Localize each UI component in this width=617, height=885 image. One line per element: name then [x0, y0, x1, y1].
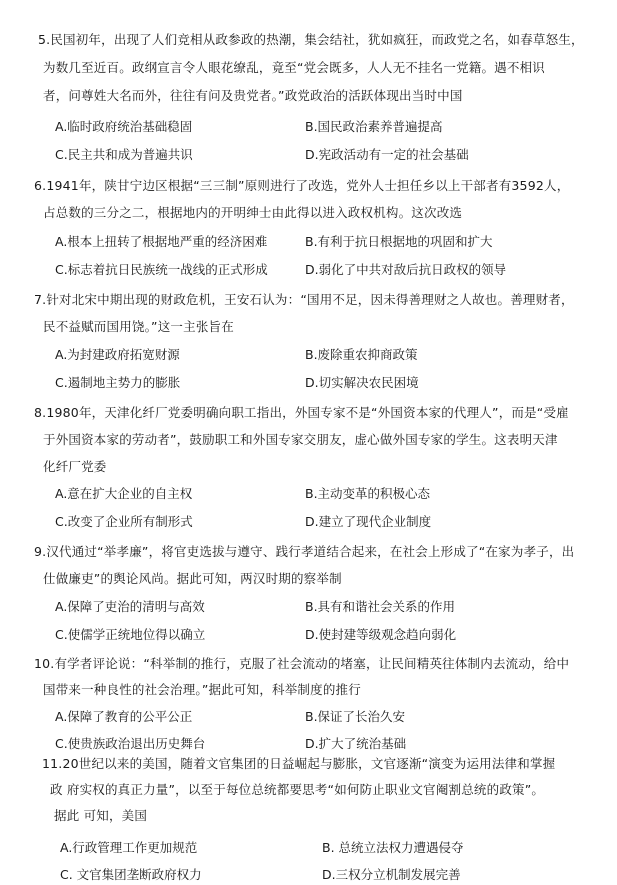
- option-b[interactable]: B.保证了长治久安: [305, 709, 406, 724]
- question-stem-line: 10.有学者评论说：“科举制的推行，克服了社会流动的堵塞，让民间精英往体制内去流动，给中: [34, 656, 570, 671]
- option-a[interactable]: A.意在扩大企业的自主权: [55, 486, 193, 501]
- option-d[interactable]: D.建立了现代企业制度: [305, 514, 432, 529]
- question-stem-line: 于外国资本家的劳动者”，鼓励职工和外国专家交朋友，虚心做外国专家的学生。这表明天津: [43, 432, 558, 447]
- option-c[interactable]: C.改变了企业所有制形式: [55, 514, 193, 529]
- option-c[interactable]: C.遏制地主势力的膨胀: [55, 375, 181, 390]
- option-a[interactable]: A.行政管理工作更加规范: [60, 840, 198, 855]
- option-a[interactable]: A.保障了吏治的清明与高效: [55, 599, 205, 614]
- option-b[interactable]: B.具有和谐社会关系的作用: [305, 599, 456, 614]
- option-a[interactable]: A.根本上扭转了根据地严重的经济困难: [55, 234, 268, 249]
- option-d[interactable]: D.切实解决农民困境: [305, 375, 419, 390]
- option-a[interactable]: A.保障了教育的公平公正: [55, 709, 193, 724]
- question-stem-line: 国带来一种良性的社会治理。”据此可知，科举制度的推行: [43, 682, 361, 697]
- question-stem-line: 民不益赋而国用饶。”这一主张旨在: [43, 319, 234, 334]
- option-c[interactable]: C.使贵族政治退出历史舞台: [55, 736, 206, 751]
- option-d[interactable]: D.弱化了中共对敌后抗日政权的领导: [305, 262, 507, 277]
- option-c[interactable]: C. 文官集团垄断政府权力: [60, 867, 202, 882]
- question-stem-line: 7.针对北宋中期出现的财政危机，王安石认为：“国用不足，因未得善理财之人故也。善理财者，: [34, 292, 574, 307]
- option-c[interactable]: C.使儒学正统地位得以确立: [55, 627, 206, 642]
- option-d[interactable]: D.三权分立机制发展完善: [322, 867, 461, 882]
- question-stem-line: 5.民国初年，出现了人们竞相从政参政的热潮，集会结社，犹如疯狂，而政党之名，如春草怒生，: [38, 32, 584, 47]
- option-c[interactable]: C.民主共和成为普遍共识: [55, 147, 193, 162]
- question-stem-line: 6.1941年，陕甘宁边区根据“三三制”原则进行了改选，党外人士担任乡以上干部者有3592人，: [34, 178, 570, 193]
- option-c[interactable]: C.标志着抗日民族统一战线的正式形成: [55, 262, 268, 277]
- option-d[interactable]: D.宪政活动有一定的社会基础: [305, 147, 469, 162]
- option-d[interactable]: D.使封建等级观念趋向弱化: [305, 627, 457, 642]
- question-stem-line: 为数几至近百。政纲宣言令人眼花缭乱，竟至“党会既多，人人无不挂名一党籍。遇不相识: [43, 60, 545, 75]
- option-a[interactable]: A.为封建政府拓宽财源: [55, 347, 180, 362]
- question-stem-line: 政 府实权的真正力量”，以至于每位总统都要思考“如何防止职业文官阉割总统的政策”。: [50, 782, 545, 797]
- option-a[interactable]: A.临时政府统治基础稳固: [55, 119, 193, 134]
- question-stem-line: 据此 可知，美国: [54, 808, 148, 823]
- question-stem-line: 11.20世纪以来的美国，随着文官集团的日益崛起与膨胀，文官逐渐“演变为运用法律和掌握: [42, 756, 556, 771]
- option-b[interactable]: B.废除重农抑商政策: [305, 347, 418, 362]
- question-stem-line: 者，问尊姓大名而外，往往有问及贵党者。”政党政治的活跃体现出当时中国: [43, 88, 463, 103]
- option-b[interactable]: B.主动变革的积极心态: [305, 486, 431, 501]
- question-stem-line: 仕做廉吏”的舆论风尚。据此可知，两汉时期的察举制: [43, 571, 342, 586]
- question-stem-line: 占总数的三分之二，根据地内的开明绅士由此得以进入政权机构。这次改选: [43, 205, 463, 220]
- question-stem-line: 9.汉代通过“举孝廉”，将官吏选拔与遵守、践行孝道结合起来，在社会上形成了“在家为孝子，出: [34, 544, 575, 559]
- question-stem-line: 8.1980年，天津化纤厂党委明确向职工指出，外国专家不是“外国资本家的代理人”，而是“受雇: [34, 405, 569, 420]
- option-b[interactable]: B.有利于抗日根据地的巩固和扩大: [305, 234, 493, 249]
- question-stem-line: 化纤厂党委: [43, 459, 107, 474]
- option-b[interactable]: B.国民政治素养普遍提高: [305, 119, 443, 134]
- option-b[interactable]: B. 总统立法权力遭遇侵夺: [322, 840, 464, 855]
- option-d[interactable]: D.扩大了统治基础: [305, 736, 407, 751]
